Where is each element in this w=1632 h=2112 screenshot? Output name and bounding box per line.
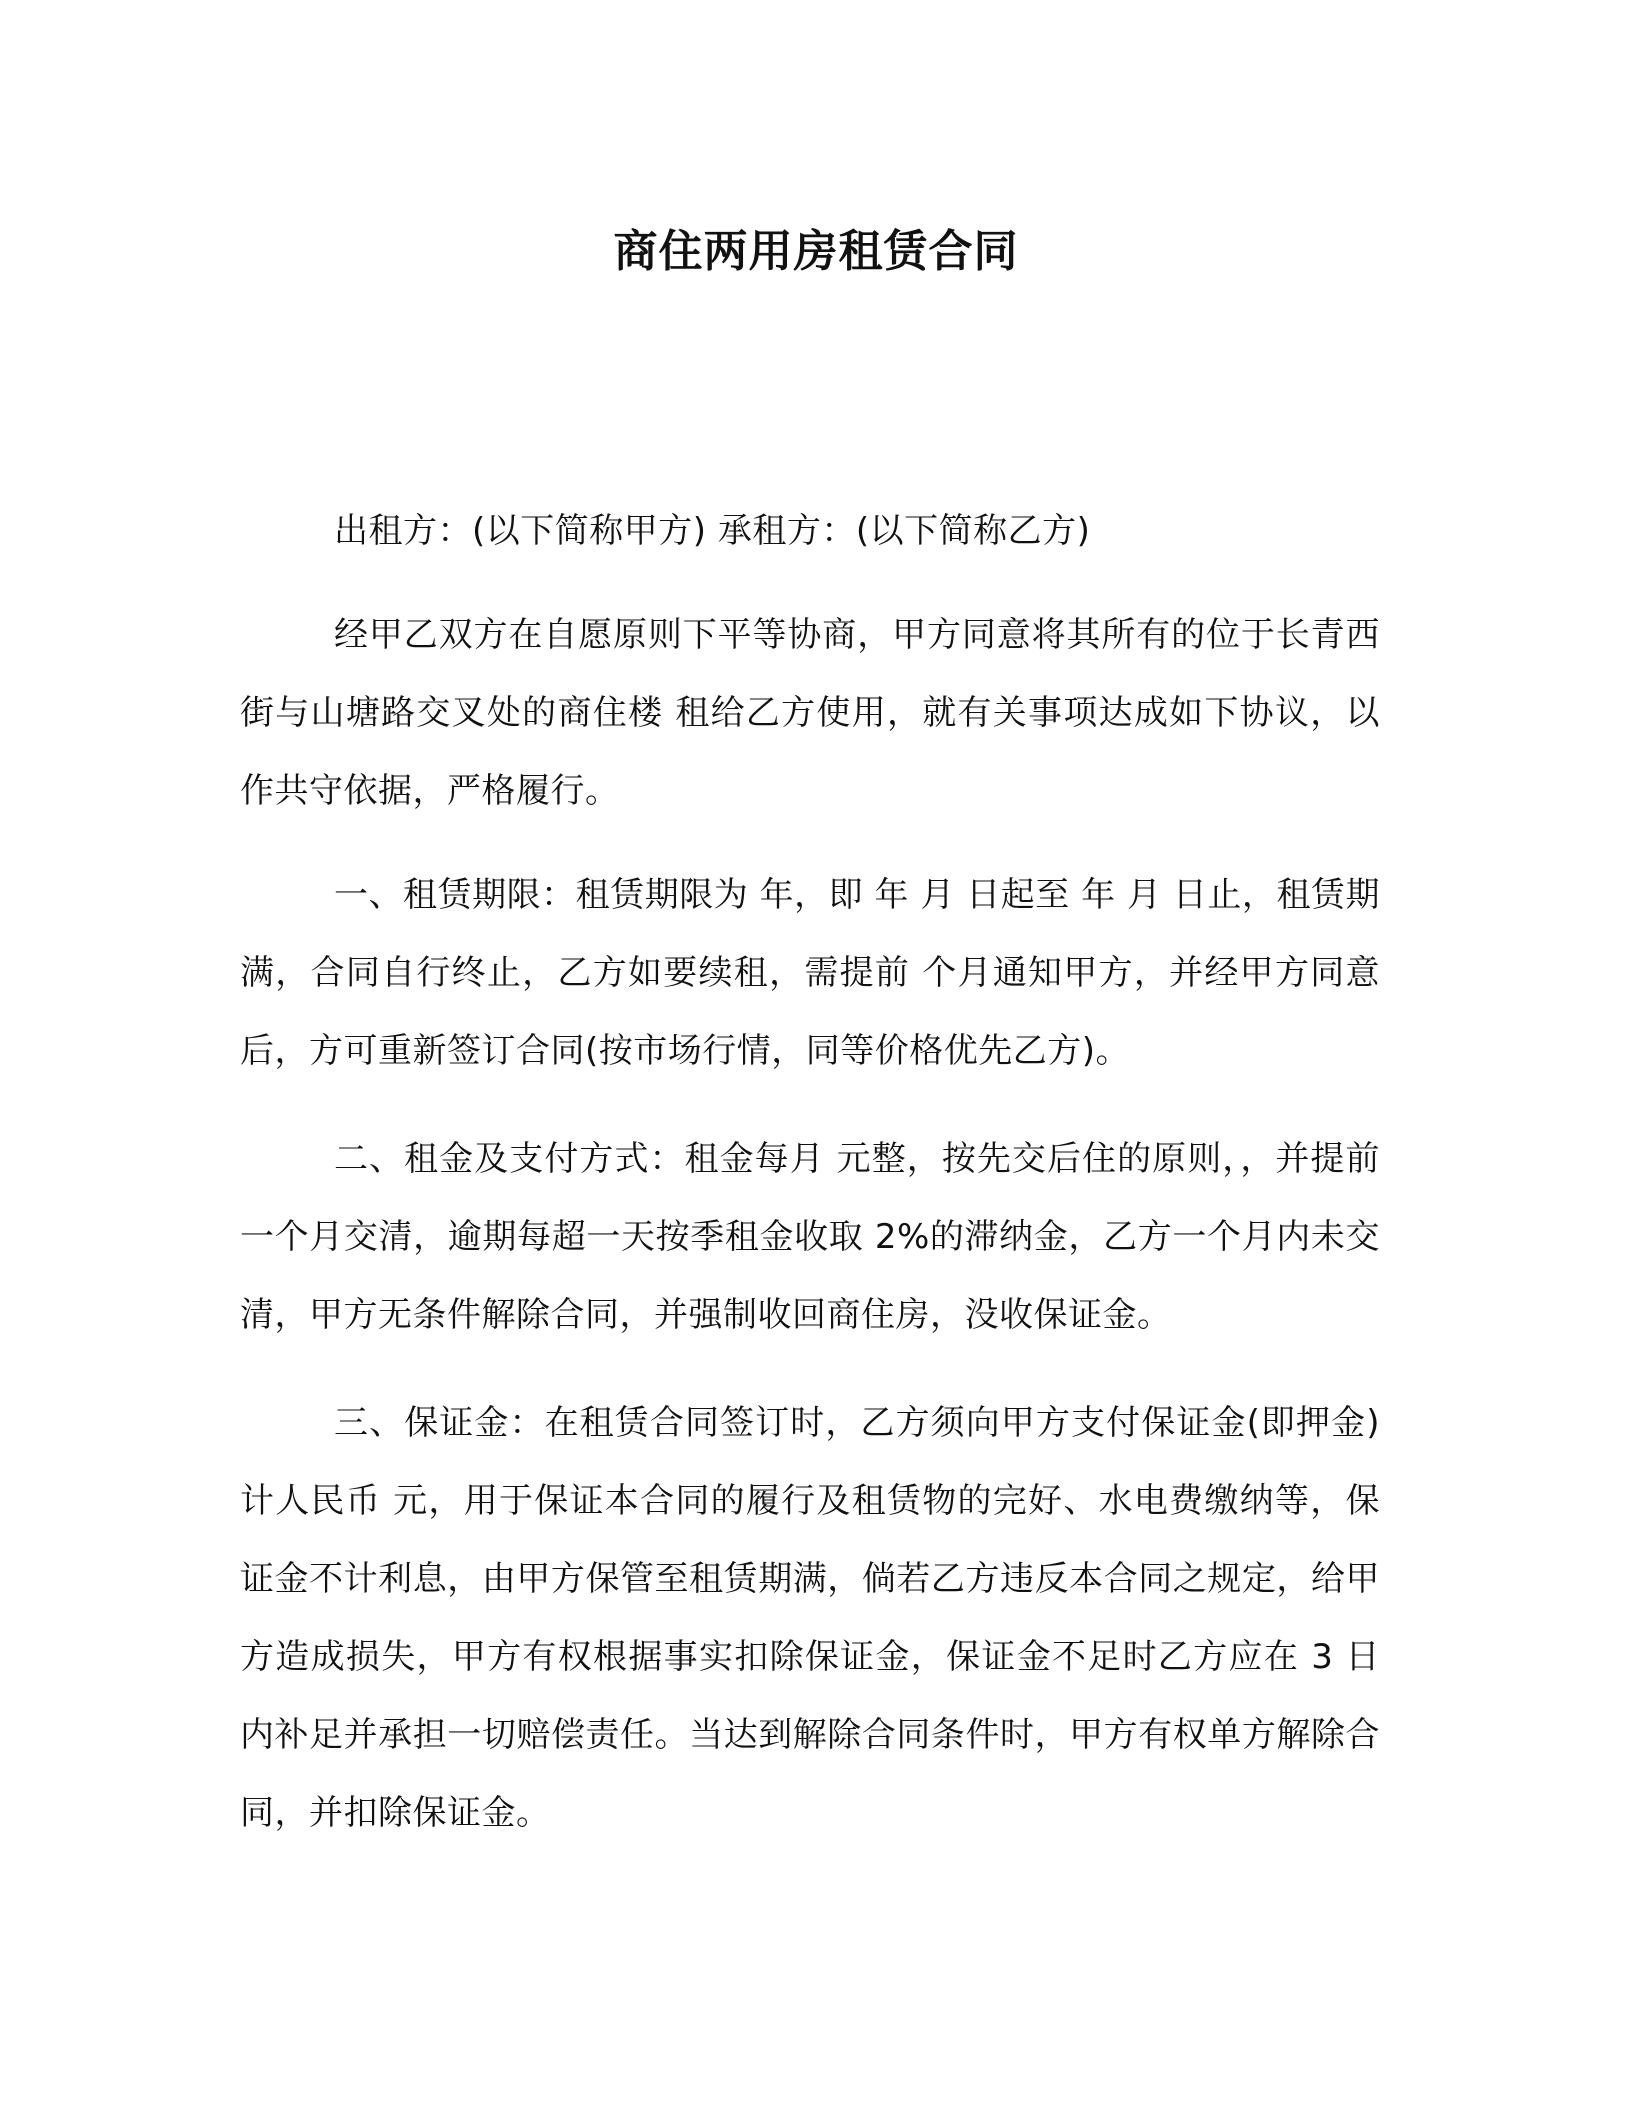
document-title: 商住两用房租赁合同: [613, 226, 1019, 277]
clause-deposit: 三、保证金：在租赁合同签订时，乙方须向甲方支付保证金(即押金)计人民币 元，用于保证本合同的履行及租赁物的完好、水电费缴纳等，保证金不计利息，由甲方保管至租赁期满，倘若乙方违反本合同之规定，给甲方造成损失，甲方有权根据事实扣除保证金，保证金不足时乙方应在 3 日内补足并承担一切赔偿责任。当达到解除合同条件时，甲方有权单方解除合同，并扣除保证金。: [240, 1403, 1380, 1833]
intro-paragraph: 经甲乙双方在自愿原则下平等协商，甲方同意将其所有的位于长青西街与山塘路交叉处的商住楼 租给乙方使用，就有关事项达成如下协议，以作共守依据，严格履行。: [240, 615, 1380, 811]
document-body: [240, 492, 1380, 1852]
clause-rent-payment: 二、租金及支付方式：租金每月 元整，按先交后住的原则，，并提前一个月交清，逾期每超一天按季租金收取 2%的滞纳金，乙方一个月内未交清，甲方无条件解除合同，并强制收回商住房，没收保证金。: [240, 1139, 1380, 1335]
clause-lease-term: 一、租赁期限：租赁期限为 年，即 年 月 日起至 年 月 日止，租赁期满，合同自行终止，乙方如要续租，需提前 个月通知甲方，并经甲方同意后，方可重新签订合同(按市场行情，同等价格优先乙方)。: [240, 875, 1380, 1071]
parties-line: 出租方：(以下简称甲方) 承租方：(以下简称乙方): [334, 511, 1091, 551]
